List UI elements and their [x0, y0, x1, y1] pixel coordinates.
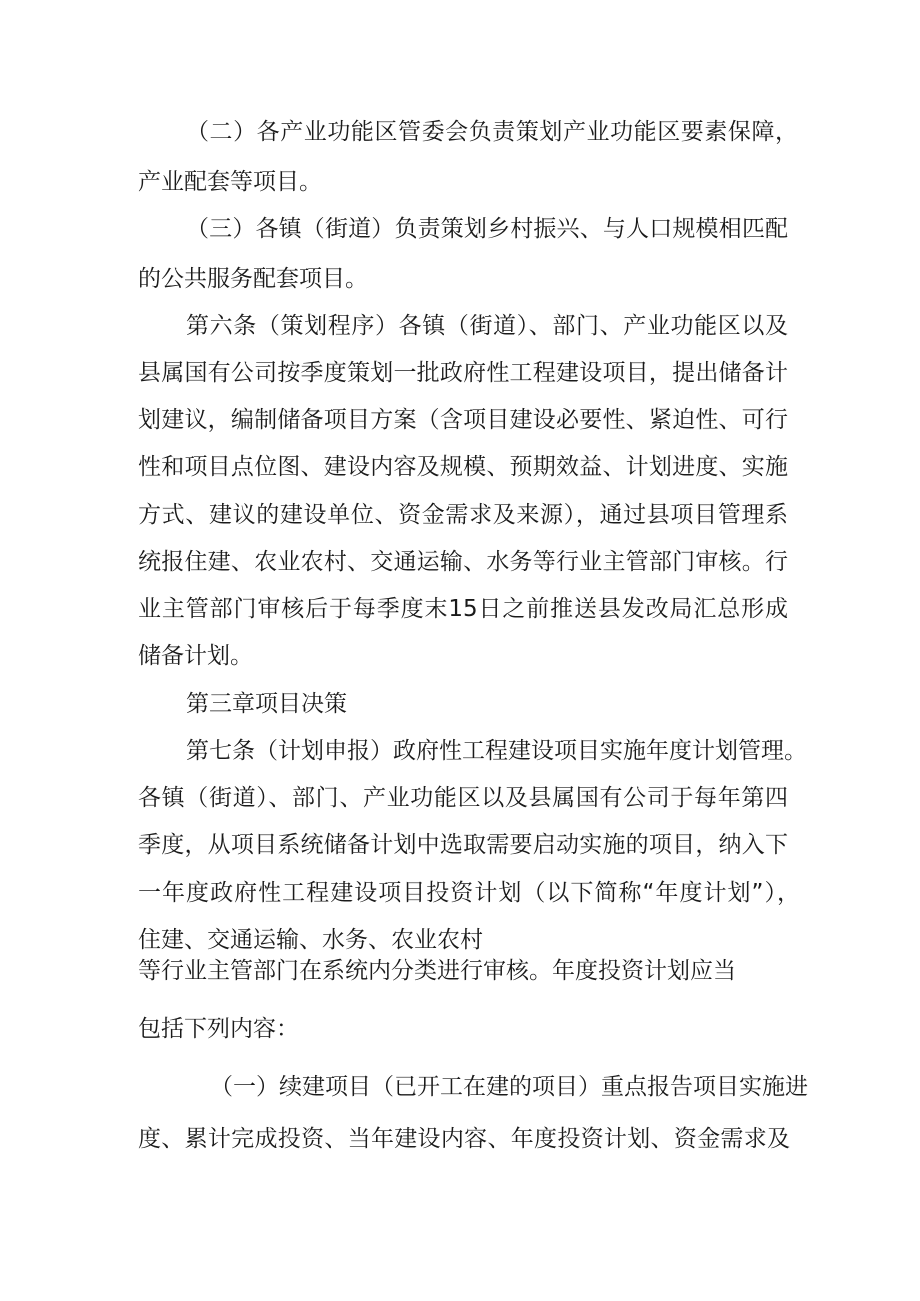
article-7-line-1: 第七条（计划申报）政府性工程建设项目实施年度计划管理。	[186, 738, 807, 764]
article-6-line-6: 统报住建、农业农村、交通运输、水务等行业主管部门审核。行	[138, 549, 788, 575]
article-7-line-2: 各镇（街道）、部门、产业功能区以及县属国有公司于每年第四	[138, 785, 788, 811]
item-1-line-2: 度、累计完成投资、当年建设内容、年度投资计划、资金需求及	[138, 1126, 790, 1152]
paragraph-3-line-2: 的公共服务配套项目。	[138, 266, 368, 292]
article-6-line-7: 业主管部门审核后于每季度末15日之前推送县发改局汇总形成	[138, 596, 788, 622]
paragraph-2-line-2: 产业配套等项目。	[138, 169, 322, 195]
article-6-line-3: 划建议，编制储备项目方案（含项目建设必要性、紧迫性、可行	[138, 407, 788, 433]
paragraph-3-line-1: （三）各镇（街道）负责策划乡村振兴、与人口规模相匹配	[186, 216, 788, 242]
article-6-line-8: 储备计划。	[138, 643, 253, 669]
article-7-line-3: 季度，从项目系统储备计划中选取需要启动实施的项目，纳入下	[138, 832, 788, 858]
article-7-line-5: 住建、交通运输、水务、农业农村	[138, 927, 483, 953]
article-6-line-5: 方式、建议的建设单位、资金需求及来源），通过县项目管理系	[138, 502, 788, 528]
article-6-line-1: 第六条（策划程序）各镇（街道）、部门、产业功能区以及	[186, 313, 788, 339]
article-7-line-4: 一年度政府性工程建设项目投资计划（以下简称“年度计划”），	[138, 880, 800, 906]
item-1-line-1: （一）续建项目（已开工在建的项目）重点报告项目实施进	[210, 1074, 808, 1100]
article-6-line-4: 性和项目点位图、建设内容及规模、预期效益、计划进度、实施	[138, 454, 788, 480]
article-6-line-2: 县属国有公司按季度策划一批政府性工程建设项目，提出储备计	[138, 360, 788, 386]
article-7-line-6: 等行业主管部门在系统内分类进行审核。年度投资计划应当	[138, 958, 736, 984]
paragraph-2-line-1: （二）各产业功能区管委会负责策划产业功能区要素保障，	[186, 119, 798, 145]
article-7-line-7: 包括下列内容：	[138, 1016, 299, 1042]
chapter-3-heading: 第三章项目决策	[186, 691, 347, 717]
